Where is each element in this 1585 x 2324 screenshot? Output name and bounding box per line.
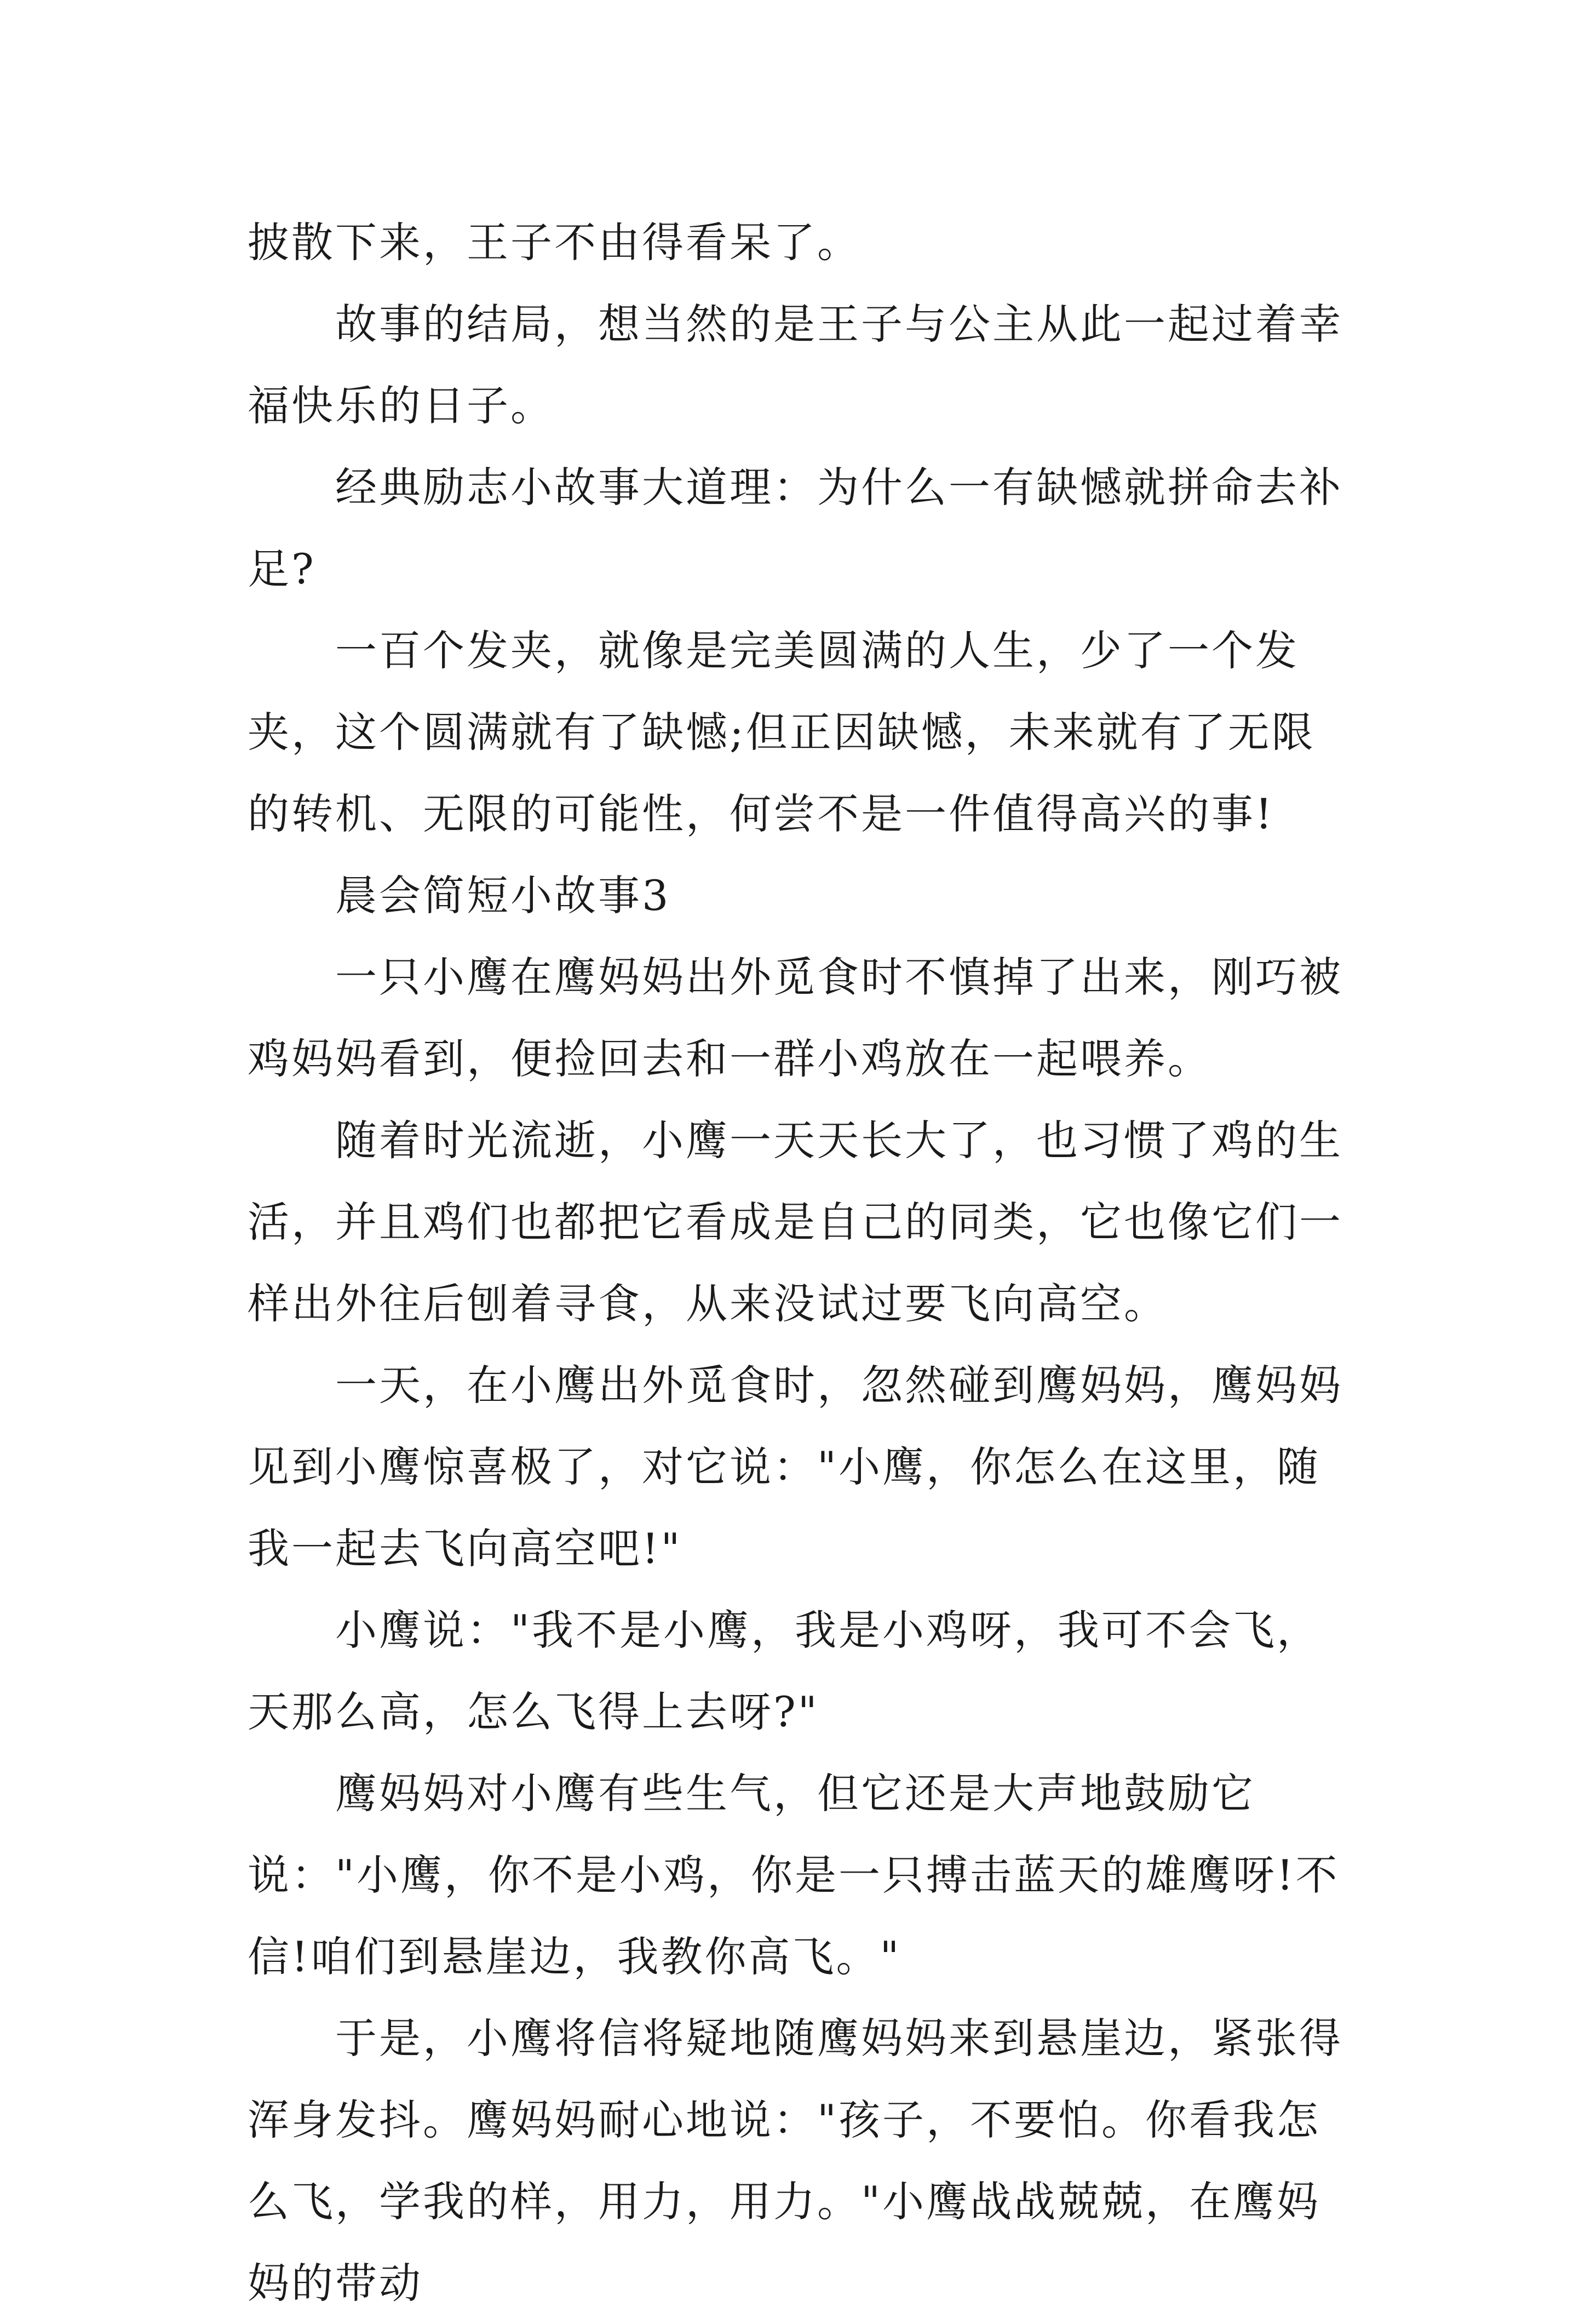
paragraph: 故事的结局，想当然的是王子与公主从此一起过着幸福快乐的日子。 [248, 300, 1343, 430]
paragraph: 于是，小鹰将信将疑地随鹰妈妈来到悬崖边，紧张得浑身发抖。鹰妈妈耐心地说："孩子，不要怕。你看我怎么飞，学我的样，用力，用力。"小鹰战战兢兢，在鹰妈妈的带动 [248, 2014, 1343, 2308]
paragraph: 一天，在小鹰出外觅食时，忽然碰到鹰妈妈，鹰妈妈见到小鹰惊喜极了，对它说："小鹰，你怎么在这里，随我一起去飞向高空吧!" [248, 1361, 1343, 1573]
section-heading: 晨会简短小故事3 [335, 871, 671, 920]
paragraph: 披散下来，王子不由得看呆了。 [248, 218, 861, 267]
paragraph: 随着时光流逝，小鹰一天天长大了，也习惯了鸡的生活，并且鸡们也都把它看成是自己的同类，它也像它们一样出外往后刨着寻食，从来没试过要飞向高空。 [248, 1116, 1343, 1328]
document-body [248, 202, 1348, 2324]
paragraph: 一只小鹰在鹰妈妈出外觅食时不慎掉了出来，刚巧被鸡妈妈看到，便捡回去和一群小鸡放在一起喂养。 [248, 953, 1343, 1083]
paragraph: 小鹰说："我不是小鹰，我是小鸡呀，我可不会飞，天那么高，怎么飞得上去呀?" [248, 1606, 1320, 1736]
paragraph: 一百个发夹，就像是完美圆满的人生，少了一个发夹，这个圆满就有了缺憾;但正因缺憾，未来就有了无限的转机、无限的可能性，何尝不是一件值得高兴的事! [248, 626, 1316, 838]
paragraph: 经典励志小故事大道理：为什么一有缺憾就拼命去补足? [248, 463, 1343, 593]
paragraph: 鹰妈妈对小鹰有些生气，但它还是大声地鼓励它说："小鹰，你不是小鸡，你是一只搏击蓝天的雄鹰呀!不信!咱们到悬崖边，我教你高飞。" [248, 1769, 1340, 1981]
